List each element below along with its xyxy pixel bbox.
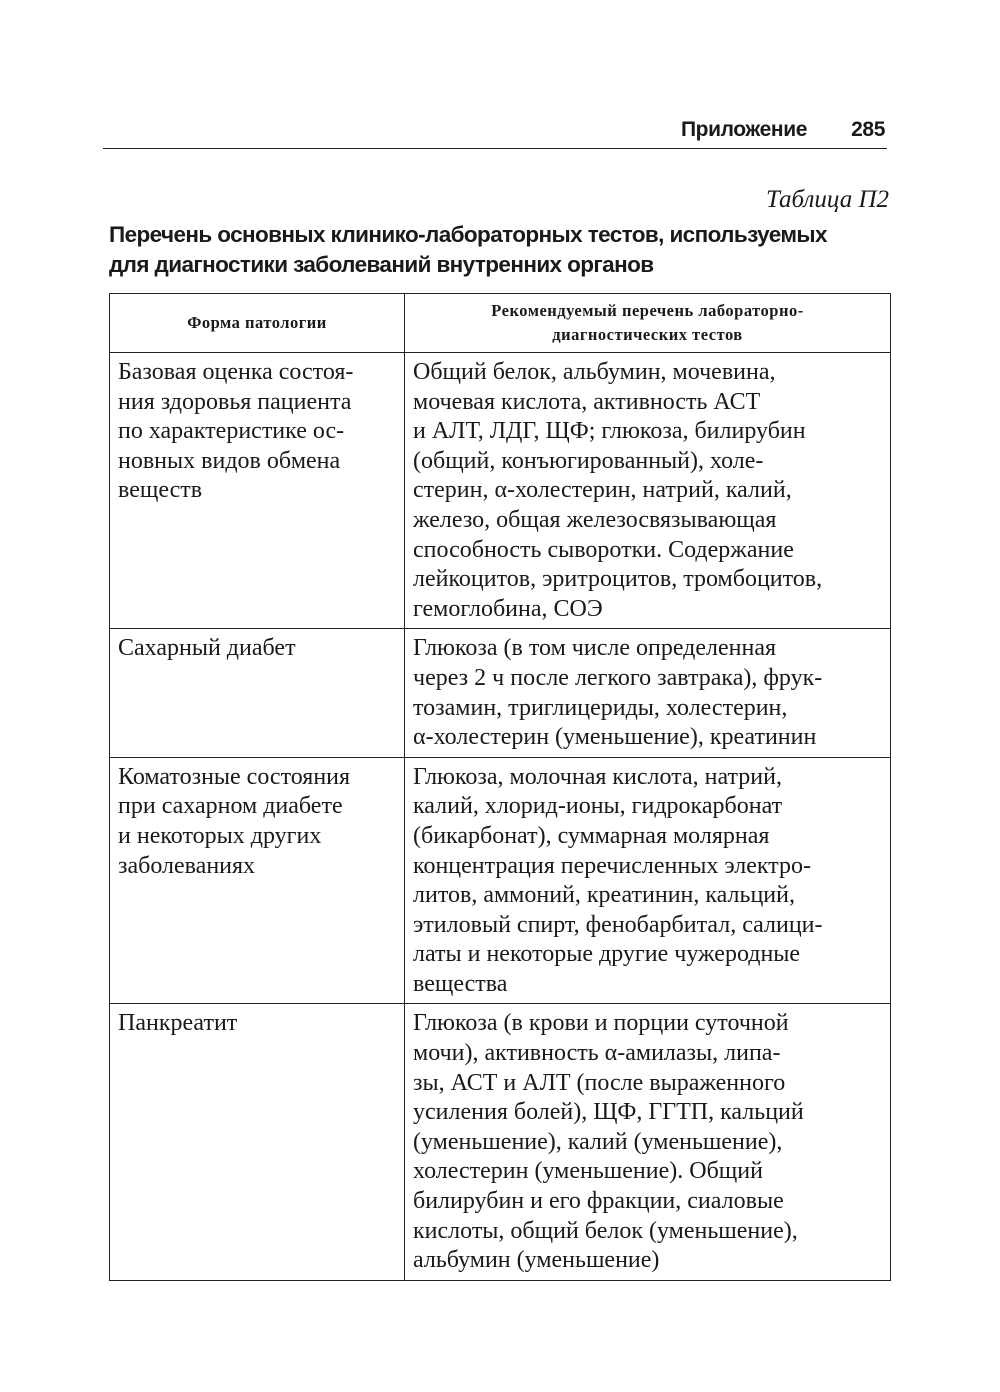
tests-line: билирубин и его фракции, сиаловые xyxy=(413,1188,784,1215)
pathology-line: и некоторых других xyxy=(118,822,322,849)
header-pathology-label: Форма патологии xyxy=(187,313,327,332)
tests-line: Глюкоза, молочная кислота, натрий, xyxy=(413,763,782,790)
pathology-cell xyxy=(110,353,405,629)
tests-line: (общий, конъюгированный), холе- xyxy=(413,447,764,474)
tests-line: калий, хлорид-ионы, гидрокарбонат xyxy=(413,793,783,820)
header-tests-line: Рекомендуемый перечень лабораторно- xyxy=(491,301,804,320)
table-header-row xyxy=(110,294,891,353)
tests-line: мочевая кислота, активность АСТ xyxy=(413,388,761,415)
pathology-cell xyxy=(110,757,405,1004)
table-row xyxy=(110,757,891,1004)
tests-cell xyxy=(405,353,891,629)
table-title-line: для диагностики заболеваний внутренних органов xyxy=(109,252,654,277)
tests-line: холестерин (уменьшение). Общий xyxy=(413,1158,763,1185)
tests-line: Общий белок, альбумин, мочевина, xyxy=(413,359,776,385)
page-number: 285 xyxy=(851,118,885,141)
running-head xyxy=(103,112,887,149)
pathology-line: при сахарном диабете xyxy=(118,793,343,820)
pathology-cell xyxy=(110,1004,405,1280)
table-title xyxy=(109,220,899,280)
tests-line: и АЛТ, ЛДГ, ЩФ; глюкоза, билирубин xyxy=(413,418,806,445)
pathology-line: веществ xyxy=(118,477,203,504)
tests-line: (уменьшение), калий (уменьшение), xyxy=(413,1128,783,1155)
table-body xyxy=(110,353,891,1281)
tests-line: Глюкоза (в крови и порции суточной xyxy=(413,1010,789,1037)
tests-line: концентрация перечисленных электро- xyxy=(413,852,811,879)
tests-line: усиления болей), ЩФ, ГГТП, кальций xyxy=(413,1099,804,1126)
tests-line: лейкоцитов, эритроцитов, тромбоцитов, xyxy=(413,566,823,593)
table-caption: Таблица П2 xyxy=(766,186,889,213)
tests-line: латы и некоторые другие чужеродные xyxy=(413,941,801,968)
pathology-line: Сахарный диабет xyxy=(118,635,296,662)
table-title-line: Перечень основных клинико-лабораторных тестов, используемых xyxy=(109,222,827,247)
tests-cell xyxy=(405,1004,891,1280)
tests-line: (бикарбонат), суммарная молярная xyxy=(413,822,770,849)
tests-cell xyxy=(405,757,891,1004)
tests-line: кислоты, общий белок (уменьшение), xyxy=(413,1217,798,1244)
pathology-line: по характеристике ос- xyxy=(118,418,345,445)
tests-line: тозамин, триглицериды, холестерин, xyxy=(413,694,788,721)
tests-line: Глюкоза (в том числе определенная xyxy=(413,635,777,662)
tests-line: мочи), активность α-амилазы, липа- xyxy=(413,1040,781,1067)
table-row xyxy=(110,353,891,629)
tests-line: α-холестерин (уменьшение), креатинин xyxy=(413,724,817,751)
tests-line: железо, общая железосвязывающая xyxy=(413,506,777,533)
tests-cell xyxy=(405,629,891,757)
tests-line: зы, АСТ и АЛТ (после выраженного xyxy=(413,1069,786,1096)
table-row xyxy=(110,1004,891,1280)
lab-tests-table xyxy=(109,293,891,1281)
tests-line: вещества xyxy=(413,970,508,997)
tests-line: гемоглобина, СОЭ xyxy=(413,595,603,622)
tests-line: через 2 ч после легкого завтрака), фрук- xyxy=(413,664,823,691)
header-tests-line: диагностических тестов xyxy=(552,325,743,344)
pathology-line: Панкреатит xyxy=(118,1010,238,1037)
tests-line: литов, аммоний, креатинин, кальций, xyxy=(413,882,795,909)
pathology-line: новных видов обмена xyxy=(118,447,341,474)
header-tests xyxy=(405,294,891,353)
header-pathology xyxy=(110,294,405,353)
table-row xyxy=(110,629,891,757)
tests-line: стерин, α-холестерин, натрий, калий, xyxy=(413,477,792,504)
tests-line: этиловый спирт, фенобарбитал, салици- xyxy=(413,911,823,938)
pathology-line: заболеваниях xyxy=(118,852,256,879)
pathology-line: Коматозные состояния xyxy=(118,763,351,790)
pathology-line: ния здоровья пациента xyxy=(118,388,352,415)
tests-line: способность сыворотки. Содержание xyxy=(413,536,794,563)
running-head-section: Приложение xyxy=(680,118,807,141)
tests-line: альбумин (уменьшение) xyxy=(413,1247,660,1274)
pathology-cell xyxy=(110,629,405,757)
pathology-line: Базовая оценка состоя- xyxy=(118,359,354,385)
